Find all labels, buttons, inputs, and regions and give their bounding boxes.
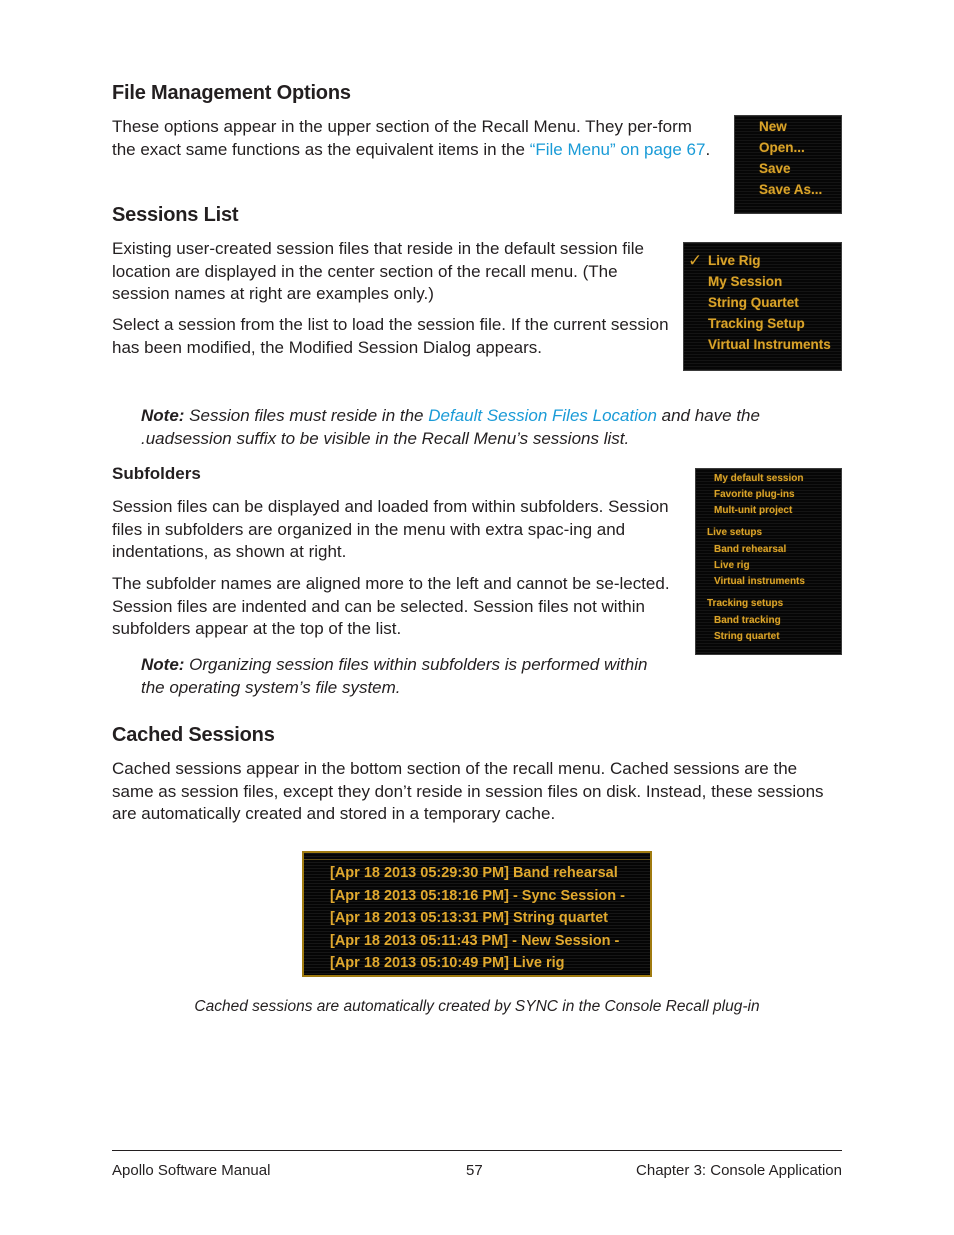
cached-item-5: [Apr 18 2013 05:10:49 PM] Live rig (330, 955, 565, 971)
cached-item-3: [Apr 18 2013 05:13:31 PM] String quartet (330, 910, 609, 926)
menu-item-my-default-session: My default session (714, 473, 804, 484)
menu-item-band-rehearsal: Band rehearsal (714, 544, 787, 555)
menu-item-new: New (759, 119, 787, 134)
menu-item-virtual-instruments: Virtual Instruments (708, 337, 831, 352)
note-text-end: and have the .uadsession suffix to be visible in the Recall Menu’s sessions list. (141, 406, 760, 448)
cached-sessions-screenshot (302, 851, 652, 977)
file-management-paragraph (112, 116, 717, 161)
subfolder-tracking-setups: Tracking setups (707, 598, 784, 609)
cached-sessions-paragraph: Cached sessions appear in the bottom section of the recall menu. Cached sessions are the same as session files, except they don’t reside in session files on disk. Instead, these sessions are automatically created and stored in a temporary cache. (112, 759, 824, 823)
menu-item-string-quartet: String Quartet (708, 295, 799, 310)
note-label: Note: (141, 655, 185, 674)
cached-item-2: [Apr 18 2013 05:18:16 PM] - Sync Session - (330, 888, 625, 904)
menu-item-virtual-instruments: Virtual instruments (714, 576, 805, 587)
file-menu-screenshot (734, 115, 842, 214)
note-text: Session files must reside in the (184, 406, 429, 425)
menu-item-string-quartet: String quartet (714, 631, 780, 642)
cached-item-1: [Apr 18 2013 05:29:30 PM] Band rehearsal (330, 865, 618, 881)
menu-item-live-rig: Live rig (714, 560, 750, 571)
menu-item-my-session: My Session (708, 274, 783, 289)
note-label: Note: (141, 406, 185, 425)
file-management-text-end: . (705, 139, 711, 159)
heading-subfolders: Subfolders (112, 464, 201, 483)
footer-chapter: Chapter 3: Console Application (636, 1162, 842, 1179)
subfolder-live-setups: Live setups (707, 527, 763, 538)
footer-manual-title: Apollo Software Manual (112, 1162, 271, 1179)
menu-item-tracking-setup: Tracking Setup (708, 316, 805, 331)
menu-item-live-rig: Live Rig (708, 253, 761, 268)
menu-item-save-as: Save As... (759, 182, 823, 197)
sessions-note (141, 405, 831, 450)
checkmark-icon: ✓ (688, 251, 703, 271)
sessions-menu-screenshot (683, 242, 842, 371)
menu-item-open: Open... (759, 140, 805, 155)
subfolders-menu-screenshot (695, 468, 842, 655)
sessions-list-paragraph-2: Select a session from the list to load the session file. If the current session has been modified, the Modified Session Dialog appears. (112, 315, 669, 357)
figure-caption: Cached sessions are automatically created by SYNC in the Console Recall plug-in (194, 998, 760, 1015)
menu-item-save: Save (759, 161, 791, 176)
footer-rule (112, 1150, 842, 1151)
file-management-text: These options appear in the upper section of the Recall Menu. They per-form the exact same functions as the equivalent items in the (112, 117, 692, 159)
menu-divider (304, 859, 650, 860)
sessions-list-paragraph-1: Existing user-created session files that reside in the default session file location are displayed in the center section of the recall menu. (The session names at right are examples only.) (112, 239, 644, 303)
menu-item-band-tracking: Band tracking (714, 615, 781, 626)
default-session-location-link[interactable]: Default Session Files Location (428, 406, 657, 425)
file-menu-link[interactable]: “File Menu” on page 67 (529, 139, 706, 159)
heading-cached-sessions: Cached Sessions (112, 724, 275, 746)
menu-item-mult-unit-project: Mult-unit project (714, 505, 793, 516)
cached-item-4: [Apr 18 2013 05:11:43 PM] - New Session - (330, 933, 620, 949)
subfolders-paragraph-2: The subfolder names are aligned more to the left and cannot be se-lected. Session files are indented and can be selected. Session files not within subfolders appear at the top of the list. (112, 574, 670, 638)
menu-item-favorite-plugins: Favorite plug-ins (714, 489, 795, 500)
heading-sessions-list: Sessions List (112, 204, 239, 226)
subfolders-note (141, 654, 651, 699)
footer-page-number: 57 (466, 1162, 483, 1179)
note-text: Organizing session files within subfolders is performed within the operating system’s file system. (141, 655, 648, 697)
subfolders-paragraph-1: Session files can be displayed and loaded from within subfolders. Session files in subfolders are organized in the menu with extra spac-ing and indentations, as shown at right. (112, 497, 669, 561)
heading-file-management: File Management Options (112, 82, 351, 104)
